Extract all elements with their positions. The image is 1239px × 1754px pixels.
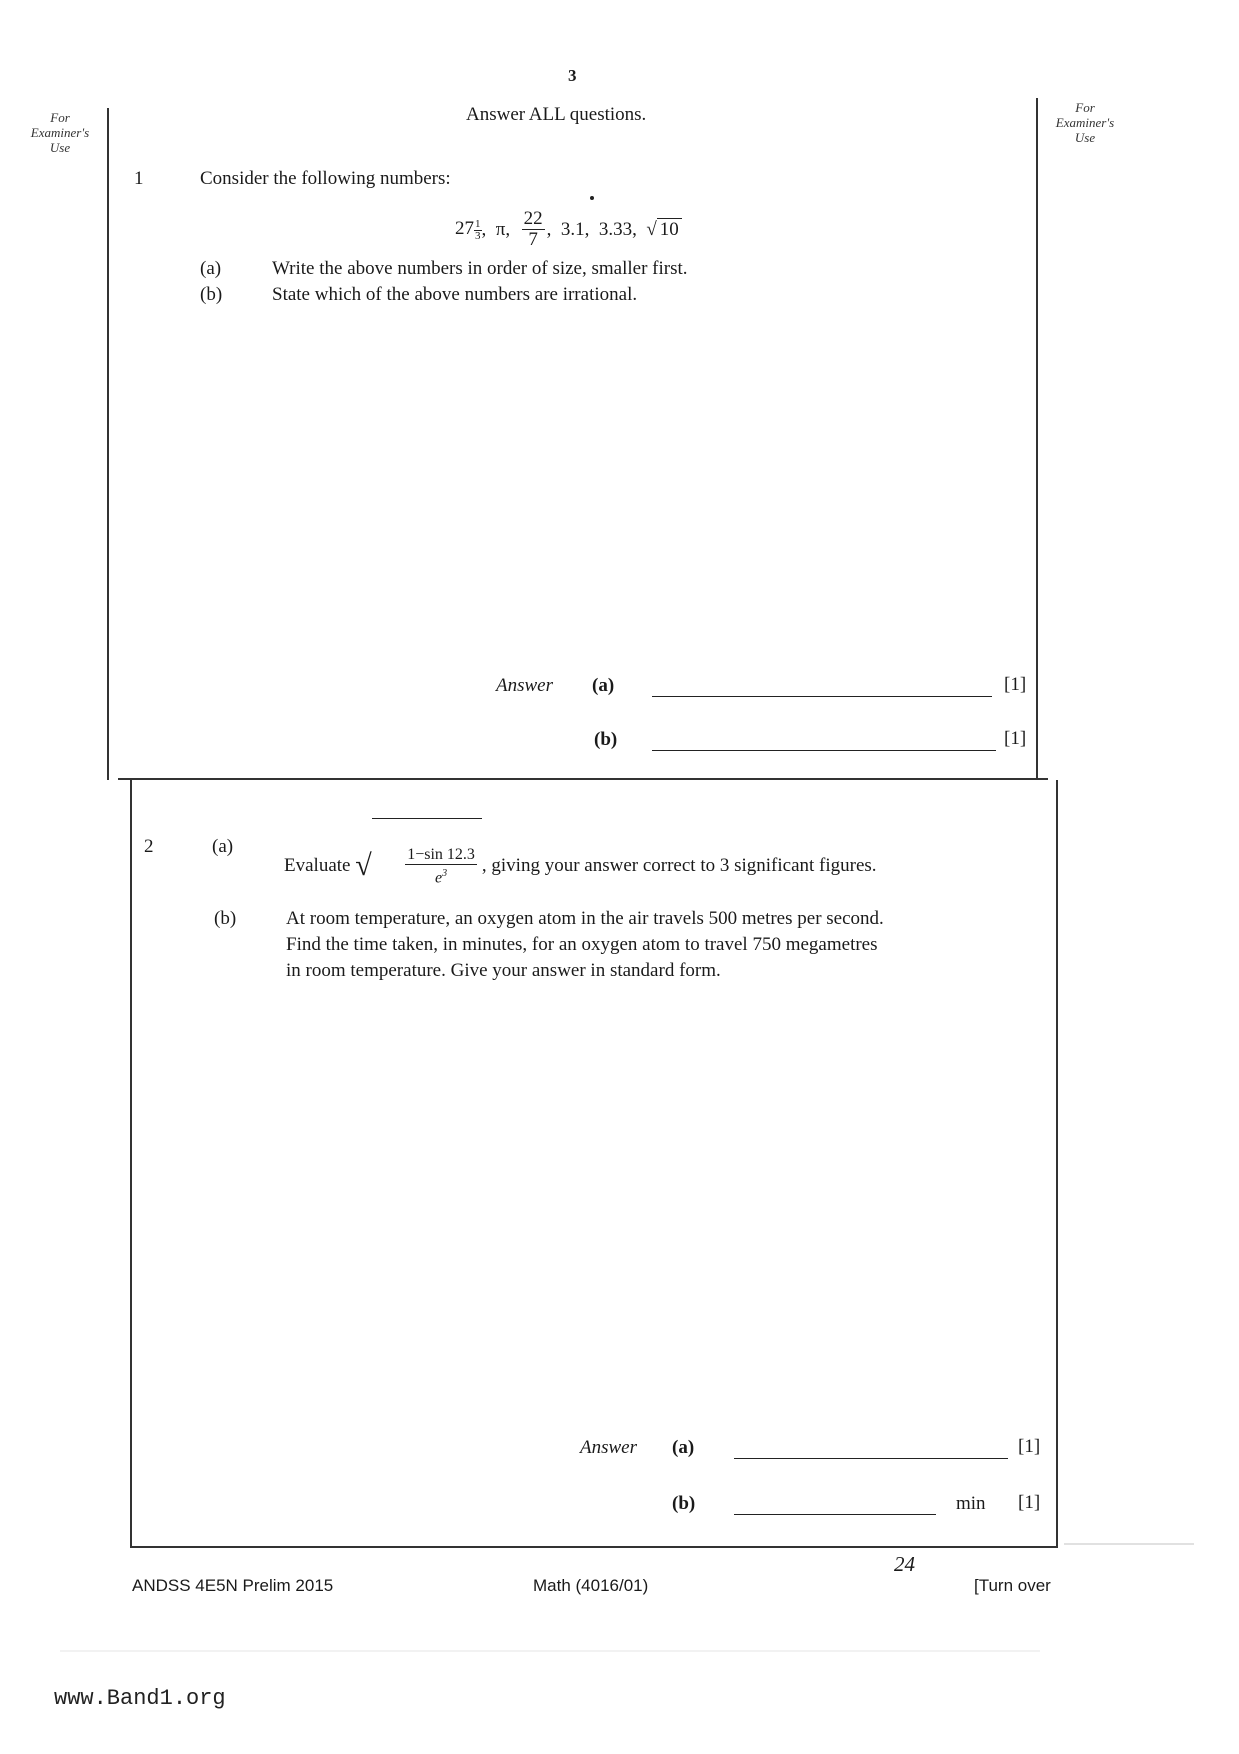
sqrt-icon: √ (646, 218, 657, 240)
footer-right: [Turn over (974, 1576, 1051, 1595)
left-margin-rule-bottom (130, 780, 132, 1548)
q1-answer-a-line[interactable] (652, 696, 992, 697)
scan-speck (60, 1650, 1040, 1652)
q2-part-a-label: (a) (212, 836, 234, 857)
q1-stem: Consider the following numbers: (200, 168, 451, 189)
recurring-dot-icon (590, 196, 594, 200)
q1-sqrt-term: √ 10 (646, 218, 681, 241)
page-bottom-rule (130, 1546, 1058, 1548)
q1-answer-b-line[interactable] (652, 750, 996, 751)
q2-part-a-text: Evaluate √ $\frac{1-\sin 12.3}{e^3}$ , giving your answer correct to 3 significant figures. (284, 818, 877, 913)
q2-sqrt-expression: √ $\frac{1-\sin 12.3}{e^3}$ (355, 818, 482, 913)
q1-pi-term: π, (495, 218, 511, 240)
q2-answer-word: Answer (580, 1437, 637, 1458)
footer-center: Math (4016/01) (533, 1576, 649, 1595)
page-number: 3 (568, 66, 577, 85)
q1-answer-b-label: (b) (594, 729, 618, 750)
footer-left: ANDSS 4E5N Prelim 2015 (132, 1576, 334, 1595)
q1-answer-word: Answer (496, 675, 553, 696)
examiner-use-label-left: For Examiner's Use (30, 110, 90, 155)
instruction-heading: Answer ALL questions. (466, 104, 647, 125)
q2-answer-a-line[interactable] (734, 1458, 1008, 1459)
q1-recurring-term: 3.1 (560, 218, 585, 240)
watermark: www.Band1.org (54, 1686, 226, 1711)
scan-speck (1064, 1543, 1194, 1545)
q2-mark-b: [1] (1018, 1492, 1041, 1513)
question-divider (118, 778, 1048, 780)
q2-answer-b-label: (b) (672, 1493, 696, 1514)
q2-unit-b: min (956, 1493, 986, 1514)
q1-power-term: 27 $\frac{1}{3}$ (455, 217, 481, 242)
q1-fraction-term: $\frac{22}{7}$ (523, 208, 543, 251)
q1-answer-a-label: (a) (592, 675, 615, 696)
right-margin-rule-top (1036, 98, 1038, 780)
q2-part-b-text: At room temperature, an oxygen atom in the air travels 500 metres per second. Find the time taken, in minutes, for an oxygen atom to travel 750 megametres in room temperature. Give your answer in standard form. (286, 908, 884, 981)
q2-answer-a-label: (a) (672, 1437, 695, 1458)
right-margin-rule-bottom (1056, 780, 1058, 1548)
q1-part-a-text: Write the above numbers in order of size, smaller first. (272, 258, 688, 279)
q2-number: 2 (144, 836, 154, 857)
q2-part-b-label: (b) (214, 908, 237, 929)
handwritten-total: 24 (894, 1552, 915, 1576)
q1-number: 1 (134, 168, 144, 189)
q1-part-b-text: State which of the above numbers are irrational. (272, 284, 638, 305)
q1-part-b-label: (b) (200, 284, 223, 305)
q1-number-list: 27 $\frac{1}{3}$ , π, $\frac{22}{7}$ , 3.1 , 3.33, √ 10 (436, 196, 682, 264)
left-margin-rule-top (107, 108, 109, 780)
q2-answer-b-line[interactable] (734, 1514, 936, 1515)
q2-mark-a: [1] (1018, 1436, 1041, 1457)
q1-mark-a: [1] (1004, 674, 1027, 695)
q1-part-a-label: (a) (200, 258, 222, 279)
q1-mark-b: [1] (1004, 728, 1027, 749)
examiner-use-label-right: For Examiner's Use (1055, 100, 1115, 145)
sqrt-icon: √ (355, 848, 372, 882)
